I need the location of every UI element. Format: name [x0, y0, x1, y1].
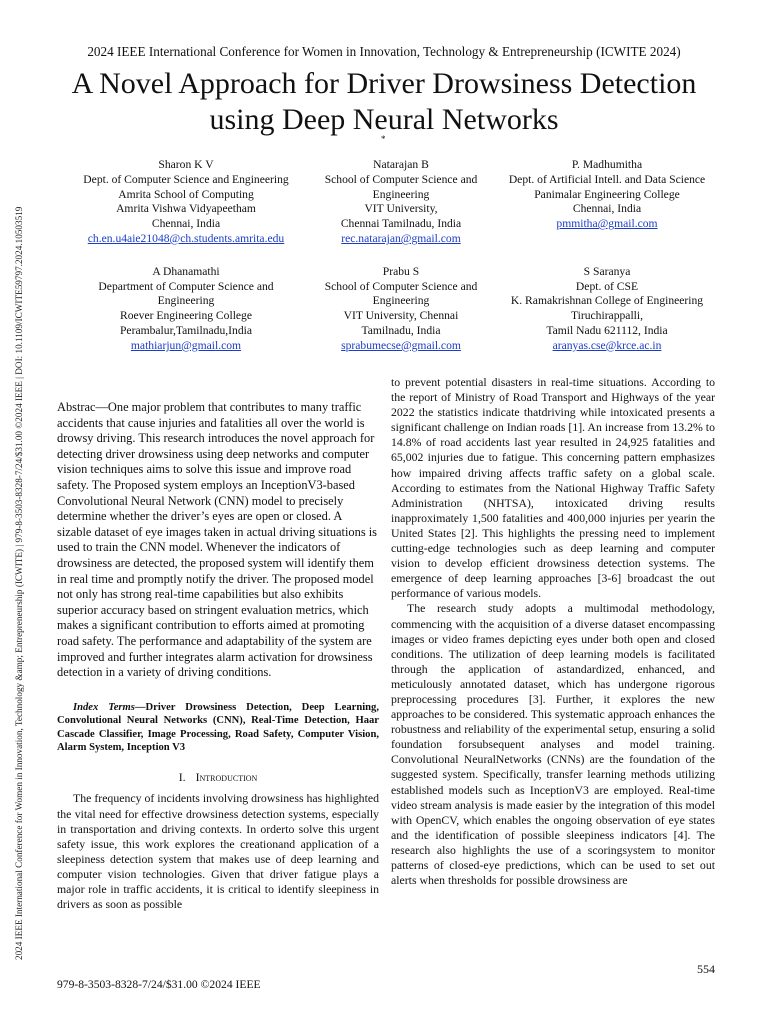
author-affiliation-line: Chennai, India: [572, 202, 642, 216]
author-email-link[interactable]: mathiarjun@gmail.com: [130, 338, 242, 352]
left-column: [57, 400, 379, 912]
author-card: [58, 265, 314, 354]
author-affiliation-line: Engineering: [372, 187, 430, 201]
author-email-link[interactable]: ch.en.u4aie21048@ch.students.amrita.edu: [87, 231, 285, 245]
author-affiliation-line: K. Ramakrishnan College of Engineering: [510, 294, 704, 308]
author-affiliation-line: School of Computer Science and: [324, 279, 478, 293]
abstract: Abstrac—One major problem that contributes to many traffic accidents that cause injuries and fatalities all over the world is drowsy driving. This research introduces the novel approach for detecting driver drowsiness using deep networks and computer vision techniques aims to solve this issue and improve road safety. The Proposed system employs an InceptionV3-based Convolutional Neural Network (CNN) model to precisely determine whether the driver’s eyes are open or closed. A sizable dataset of eye images taken in actual driving situations is used to train the CNN model. Whenever the indicators of drowsiness are detected, the proposed system will identify them in real time and promptly notify the driver. The proposed model not only has strong real-time capabilities but also exhibits superior accuracy based on stringent evaluation metrics, which makes a significant contribution to efforts aimed at promoting road safety. The performance and adaptability of the system are improved and further integrates alarm activation for drowsiness detection in a variety of driving conditions.: [57, 400, 377, 680]
index-terms-text: —Driver Drowsiness Detection, Deep Learning, Convolutional Neural Networks (CNN), Real-Time Detection, Haar Cascade Classifier, Image Processing, Road Safety, Computer Vision, Alarm System, Inception V3: [57, 701, 379, 753]
author-card: [58, 158, 314, 247]
author-affiliation-line: Engineering: [372, 294, 430, 308]
author-affiliation-line: Dept. of Artificial Intell. and Data Science: [508, 172, 706, 186]
page-number: 554: [697, 962, 715, 976]
author-card: [488, 265, 726, 354]
author-affiliation-line: Chennai Tamilnadu, India: [340, 217, 462, 231]
author-name: A Dhanamathi: [152, 264, 220, 278]
author-affiliation-line: Dept. of Computer Science and Engineering: [83, 172, 289, 186]
index-terms-label: Index Terms: [73, 701, 135, 713]
author-name: P. Madhumitha: [571, 158, 643, 171]
author-affiliation-line: Amrita School of Computing: [118, 187, 254, 201]
author-card: [314, 265, 488, 354]
author-affiliation-line: Perambalur,Tamilnadu,India: [119, 323, 252, 337]
author-affiliation-line: Tamilnadu, India: [361, 323, 441, 337]
right-column: [391, 375, 715, 888]
author-email-link[interactable]: rec.natarajan@gmail.com: [341, 231, 461, 245]
author-affiliation-line: Panimalar Engineering College: [534, 187, 680, 201]
author-email-link[interactable]: sprabumecse@gmail.com: [341, 338, 461, 352]
footer-copyright: 979-8-3503-8328-7/24/$31.00 ©2024 IEEE: [57, 978, 261, 991]
author-affiliation-line: Roever Engineering College: [120, 309, 252, 323]
author-affiliation-line: VIT University, Chennai: [343, 309, 459, 323]
intro-paragraph: The frequency of incidents involving drowsiness has highlighted the vital need for effective drowsiness detection systems, especially in transportation and driving contexts. In orderto solve this urgent safety issue, this work explores the creationand application of a sleepiness detection system that makes use of deep learning and computer vision technologies. Given that driver fatigue plays a major role in traffic accidents, it is critical to identify sleepiness in drivers as soon as possible: [57, 791, 379, 912]
section-heading-introduction: [57, 770, 379, 785]
body-paragraph: to prevent potential disasters in real-time situations. According to the report of Ministry of Road Transport and Highways of the year 2022 the statistics indicate thatdriving while intoxicated presents a significant challenge on Indian roads [1]. An increase from 13.2% to 14.8% of road accidents last year resulted in 24,925 fatalities and 65,002 injuries due to fatigue. This concerning pattern emphasizes how impaired driving affects traffic safety on a global scale. According to estimates from the National Highway Traffic Safety Administration (NHTSA), intoxicated driving results inapproximately 1,500 fatalities and 400,000 injuries per yearin the United States [2]. This highlights the pressing need to implement cutting-edge technologies such as deep learning and computer vision to develop efficient drowsiness detection systems. The emergence of deep learning approaches [3-6] broadcast the out performance of various models.: [391, 375, 715, 601]
author-affiliation-line: Amrita Vishwa Vidyapeetham: [116, 202, 256, 216]
author-email-link[interactable]: aranyas.cse@krce.ac.in: [552, 338, 662, 352]
author-affiliation-line: Chennai, India: [151, 217, 221, 231]
author-email-link[interactable]: pmmitha@gmail.com: [556, 217, 658, 231]
section-number: I.: [178, 770, 186, 785]
body-paragraph: The research study adopts a multimodal methodology, commencing with the acquisition of a diverse dataset encompassing images or video frames depicting eyes under both open and closed conditions. The utilization of deep learning models is facilitated through the application of astandardized, enhanced, and meticulously annotated dataset, which has undergone rigorous preprocessing procedures [3]. Further, it explores the new approaches to be considered. This systematic approach enhances the robustness and reliability of the experimental setup, ensuring a solid foundation forsubsequent analyses and model training. Convolutional NeuralNetworks (CNNs) are the foundation of the suggested system. Specifically, transfer learning methods utilizing established models such as InceptionV3 are employed. Real-time video stream analysis is made easier by the integration of this model with OpenCV, which enables the ongoing observation of eye states and the identification of possible sleepiness indicators [4]. The research also highlights the use of a scoringsystem to monitor patterns of closed-eye predictions, which can be used to set out alerts when thresholds for possible drowsiness are: [391, 601, 715, 888]
title-mark: *: [381, 134, 386, 144]
author-affiliation-line: VIT University,: [364, 202, 438, 216]
conference-header: 2024 IEEE International Conference for Women in Innovation, Technology & Entrepreneurship (ICWITE 2024): [87, 44, 681, 59]
paper-title: A Novel Approach for Driver Drowsiness Detection using Deep Neural Networks: [71, 67, 697, 136]
author-name: Natarajan B: [373, 158, 429, 171]
author-block: [58, 158, 726, 354]
author-name: S Saranya: [583, 264, 631, 278]
index-terms: [57, 701, 379, 755]
author-card: [488, 158, 726, 247]
author-affiliation-line: Dept. of CSE: [575, 279, 639, 293]
author-name: Sharon K V: [158, 158, 214, 171]
author-affiliation-line: Department of Computer Science and: [98, 279, 274, 293]
author-card: [314, 158, 488, 247]
author-affiliation-line: School of Computer Science and: [324, 172, 478, 186]
section-title: Introduction: [195, 770, 258, 785]
author-affiliation-line: Tiruchirappalli,: [570, 309, 644, 323]
doi-side-strip: 2024 IEEE International Conference for Women in Innovation, Technology &amp; Entrepreneurship (ICWITE) | 979-8-3503-8328-7/24/$31.00 ©2024 IEEE | DOI: 10.1109/ICWITE59797.2024.10503519: [14, 206, 24, 960]
author-affiliation-line: Tamil Nadu 621112, India: [546, 323, 668, 337]
author-name: Prabu S: [382, 264, 420, 278]
author-affiliation-line: Engineering: [157, 294, 215, 308]
